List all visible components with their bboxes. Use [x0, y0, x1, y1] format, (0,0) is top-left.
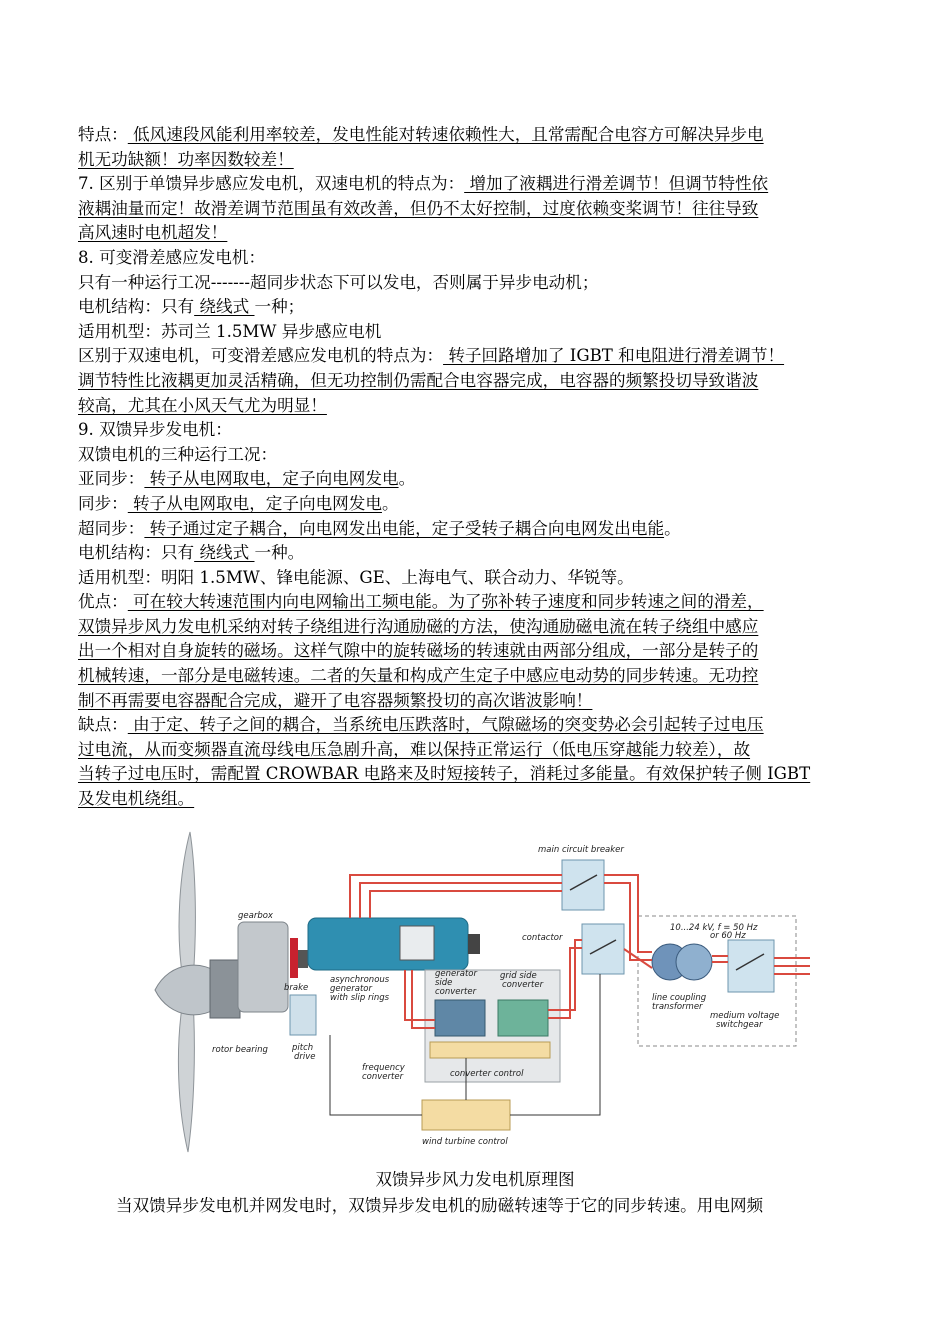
svg-text:drive: drive	[294, 1052, 316, 1062]
underlined-answer: 过电流，从而变频器直流母线电压急剧升高，难以保持正常运行（低电压穿越能力较差），故	[78, 739, 751, 759]
text-segment: 同步：	[78, 493, 128, 513]
label-converter-control: converter control	[450, 1069, 524, 1079]
underlined-answer: 机无功缺额！功率因数较差！	[78, 149, 294, 169]
text-line	[78, 590, 888, 615]
text-segment: 。	[398, 469, 416, 489]
label-generator-side-converter: generator	[435, 969, 477, 979]
rotor-bearing	[210, 960, 240, 1018]
text-segment: 亚同步：	[78, 469, 145, 489]
text-segment: 适用机型：明阳 1.5MW、锋电能源、GE、上海电气、联合动力、华锐等。	[78, 567, 634, 587]
text-line	[78, 418, 888, 443]
label-wind-turbine-control: wind turbine control	[422, 1137, 508, 1147]
underlined-answer: 及发电机绕组。	[78, 789, 195, 809]
underlined-answer: 转子通过定子耦合，向电网发出电能，定子受转子耦合向电网发出电能	[144, 518, 665, 538]
label-main-circuit-breaker: main circuit breaker	[538, 845, 624, 855]
svg-text:generator: generator	[330, 984, 372, 994]
text-segment: 8. 可变滑差感应发电机：	[78, 247, 266, 267]
text-line	[78, 394, 888, 419]
svg-text:switchgear: switchgear	[716, 1020, 763, 1030]
label-gearbox: gearbox	[238, 911, 273, 921]
text-line	[78, 541, 888, 566]
paragraph-last-line: 当双馈异步发电机并网发电时，双馈异步发电机的励磁转速等于它的同步转速。用电网频	[116, 1196, 764, 1215]
underlined-answer: 机械转速，一部分是电磁转速。二者的矢量和构成产生定子中感应电动势的同步转速。无功控	[78, 666, 759, 686]
label-switchgear: medium voltage	[710, 1011, 780, 1021]
wind-turbine-control	[422, 1100, 510, 1130]
text-line	[78, 517, 888, 542]
text-line	[78, 295, 888, 320]
text-line	[78, 566, 888, 591]
underlined-answer: 转子从电网取电，定子向电网发电	[127, 493, 382, 513]
svg-text:side: side	[435, 978, 453, 988]
text-segment: 一种。	[254, 543, 305, 563]
svg-text:converter: converter	[502, 980, 544, 990]
text-line	[78, 148, 888, 173]
text-segment: 只有一种运行工况-------超同步状态下可以发电，否则属于异步电动机；	[78, 272, 599, 292]
text-segment: 特点：	[78, 125, 128, 144]
underlined-answer: 绕线式	[194, 543, 255, 563]
underlined-answer: 调节特性比液耦更加灵活精确，但无功控制仍需配合电容器完成，电容器的频繁投切导致谐波	[78, 370, 759, 390]
text-line	[78, 713, 888, 738]
underlined-answer: 出一个相对自身旋转的磁场。这样气隙中的旋转磁场的转速就由两部分组成，一部分是转子的	[78, 641, 759, 661]
text-line	[78, 664, 888, 689]
label-frequency-converter: frequency	[362, 1063, 405, 1073]
figure-caption: 双馈异步风力发电机原理图	[375, 1170, 575, 1189]
main-circuit-breaker	[562, 860, 604, 910]
text-line	[78, 369, 888, 394]
underlined-answer: 高风速时电机超发！	[78, 223, 228, 243]
underlined-answer: 液耦油量而定！故滑差调节范围虽有效改善，但仍不太好控制，过度依赖变桨调节！往往导致	[78, 198, 759, 218]
svg-text:transformer: transformer	[652, 1002, 703, 1012]
text-line	[78, 639, 888, 664]
text-segment: 超同步：	[78, 518, 145, 538]
grid-side-converter	[498, 1000, 548, 1036]
label-transformer: line coupling	[652, 993, 707, 1003]
label-contactor: contactor	[522, 933, 563, 943]
label-pitch-drive: pitch	[292, 1043, 314, 1053]
text-segment: 9. 双馈异步发电机：	[78, 420, 232, 440]
underlined-answer: 可在较大转速范围内向电网输出工频电能。为了弥补转子速度和同步转速之间的滑差，	[127, 592, 764, 612]
underlined-answer: 绕线式	[194, 297, 255, 317]
text-segment: 。	[664, 518, 681, 538]
underlined-answer: 低风速段风能利用率较差，发电性能对转速依赖性大，且常需配合电容方可解决异步电	[127, 125, 764, 144]
text-line	[78, 492, 888, 517]
text-line	[78, 738, 888, 763]
text-segment: 双馈电机的三种运行工况：	[78, 444, 278, 464]
text-segment: 电机结构：只有	[78, 543, 195, 563]
text-line	[78, 271, 888, 296]
dfig-schematic-diagram	[150, 830, 810, 1155]
underlined-answer: 转子回路增加了 IGBT 和电阻进行滑差调节！	[443, 346, 785, 366]
text-segment: 优点：	[78, 592, 128, 612]
underlined-answer: 转子从电网取电，定子向电网发电	[144, 469, 399, 489]
svg-text:converter: converter	[435, 987, 477, 997]
text-segment: 电机结构：只有	[78, 297, 195, 317]
label-grid-spec: 10...24 kV, f = 50 Hz	[670, 923, 758, 933]
label-grid-side-converter: grid side	[500, 971, 537, 981]
brake	[290, 938, 298, 978]
underlined-answer: 制不再需要电容器配合完成，避开了电容器频繁投切的高次谐波影响！	[78, 690, 593, 710]
text-line	[78, 689, 888, 714]
text-segment: 区别于双速电机，可变滑差感应发电机的特点为：	[78, 346, 444, 366]
svg-text:with slip rings: with slip rings	[330, 993, 390, 1003]
text-line	[78, 344, 888, 369]
dfig-schematic-figure	[150, 830, 810, 1155]
text-line	[78, 172, 888, 197]
label-generator: asynchronous	[330, 975, 390, 985]
gearbox	[238, 922, 288, 1012]
text-line	[78, 123, 888, 148]
text-segment: 。	[381, 493, 399, 513]
text-segment: 7. 区别于单馈异步感应发电机，双速电机的特点为：	[78, 174, 465, 194]
label-brake: brake	[284, 983, 309, 993]
svg-text:converter: converter	[362, 1072, 404, 1082]
text-line	[78, 467, 888, 492]
underlined-answer: 由于定、转子之间的耦合，当系统电压跌落时，气隙磁场的突变势必会引起转子过电压	[127, 715, 764, 735]
text-line	[78, 246, 888, 271]
label-rotor-bearing: rotor bearing	[212, 1045, 268, 1055]
text-line	[78, 443, 888, 468]
pitch-drive	[290, 995, 316, 1035]
underlined-answer: 增加了液耦进行滑差调节！但调节特性依	[464, 174, 769, 194]
text-line	[78, 615, 888, 640]
text-segment: 适用机型：苏司兰 1.5MW 异步感应电机	[78, 321, 382, 341]
text-line	[78, 320, 888, 345]
text-line	[78, 221, 888, 246]
underlined-answer: 当转子过电压时，需配置 CROWBAR 电路来及时短接转子，消耗过多能量。有效保护转子侧 IGBT	[78, 764, 811, 784]
underlined-answer: 较高，尤其在小风天气尤为明显！	[78, 395, 327, 415]
converter-control	[430, 1042, 550, 1058]
underlined-answer: 双馈异步风力发电机采纳对转子绕组进行沟通励磁的方法，使沟通励磁电流在转子绕组中感应	[78, 616, 759, 636]
text-segment: 缺点：	[78, 715, 128, 735]
text-line	[78, 787, 888, 812]
document-body	[78, 123, 888, 812]
svg-text:or 60 Hz: or 60 Hz	[710, 931, 746, 941]
medium-voltage-switchgear	[728, 940, 774, 992]
text-segment: 一种；	[254, 297, 305, 317]
blade-top	[179, 832, 195, 980]
text-line	[78, 762, 888, 787]
generator-side-converter	[435, 1000, 485, 1036]
blade-bottom	[178, 1000, 194, 1152]
contactor	[582, 924, 624, 974]
text-line	[78, 197, 888, 222]
generator	[308, 918, 468, 970]
